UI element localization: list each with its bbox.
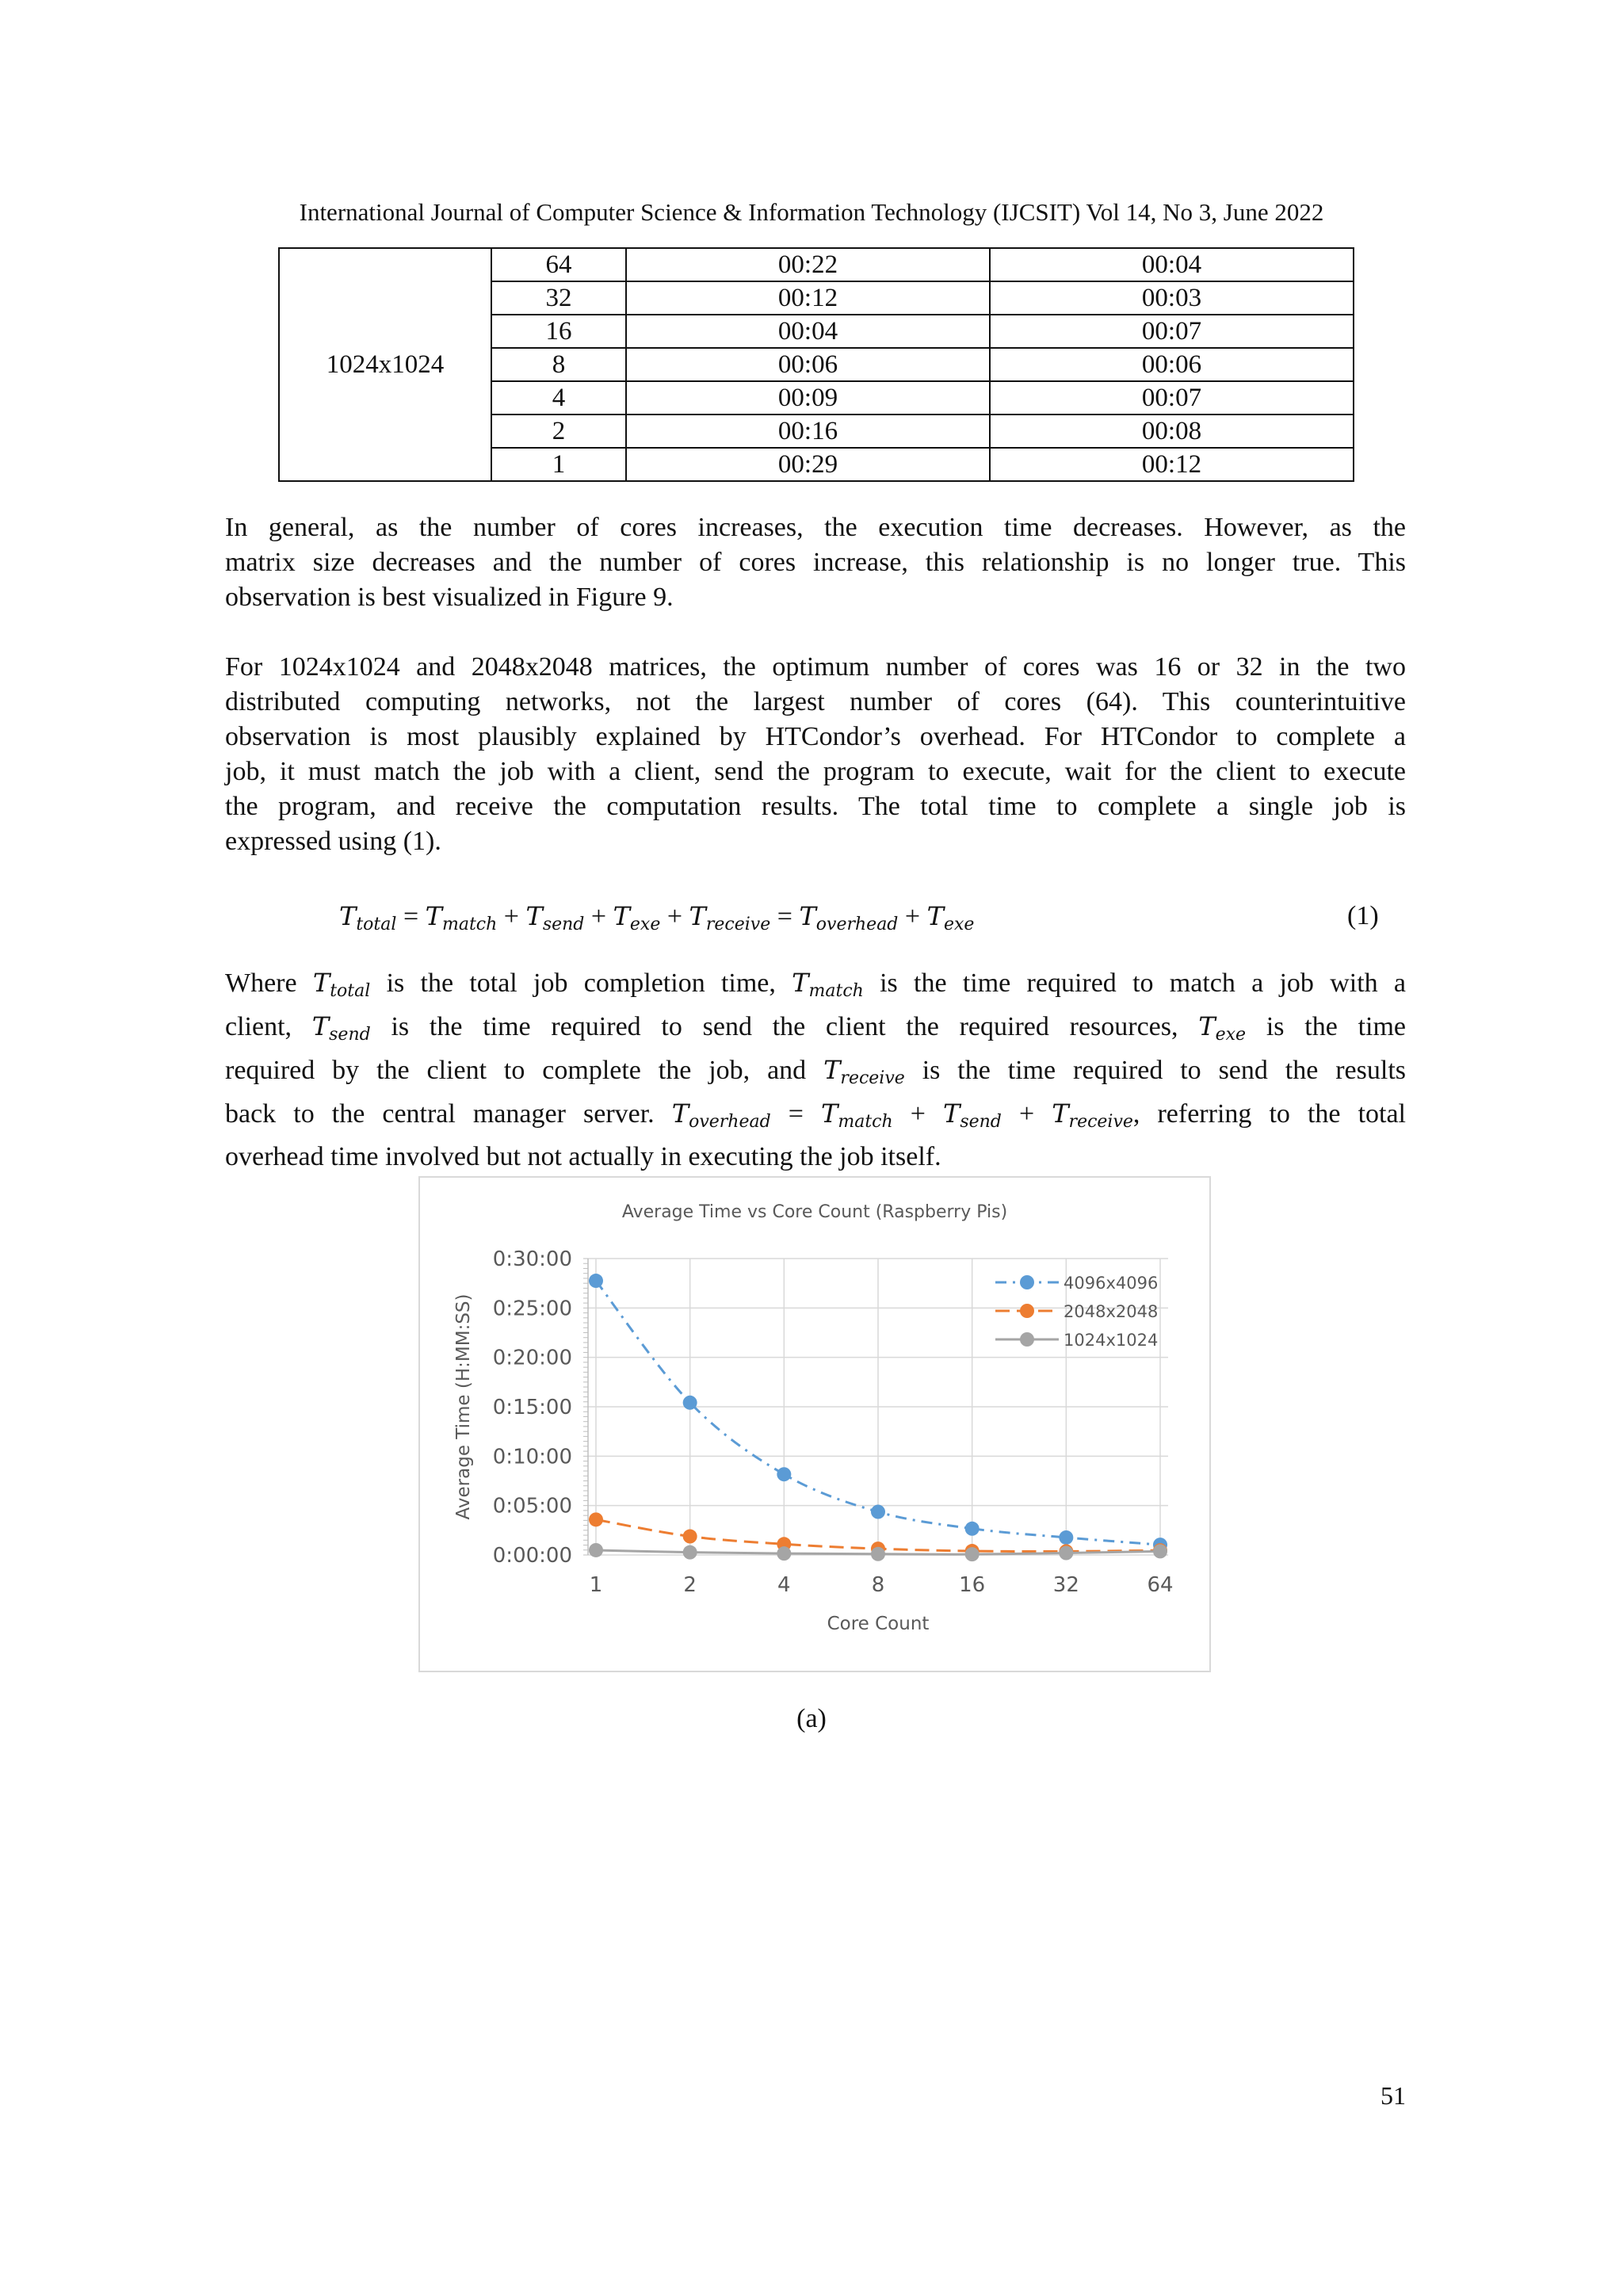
para2-line-2: distributed computing networks, not the largest number of cores (64). This counterintuitive bbox=[225, 687, 1406, 716]
data-point-4096x4096 bbox=[777, 1467, 791, 1481]
figure-caption: (a) bbox=[796, 1704, 827, 1733]
para2-line-4: job, it must match the job with a client, send the program to execute, wait for the client to execute bbox=[225, 757, 1406, 786]
data-point-1024x1024 bbox=[589, 1543, 603, 1557]
cell-cores: 4 bbox=[491, 381, 626, 415]
legend-label: 1024x1024 bbox=[1064, 1331, 1159, 1350]
data-point-1024x1024 bbox=[777, 1546, 791, 1561]
cell-time-a: 00:12 bbox=[626, 281, 990, 315]
para1-line-1: In general, as the number of cores increases, the execution time decreases. However, as the bbox=[225, 513, 1406, 542]
y-tick-label: 0:25:00 bbox=[492, 1297, 572, 1321]
cell-time-b: 00:03 bbox=[990, 281, 1354, 315]
x-axis-label: Core Count bbox=[827, 1614, 930, 1634]
legend-label: 4096x4096 bbox=[1064, 1274, 1159, 1293]
data-point-4096x4096 bbox=[1059, 1530, 1073, 1545]
x-tick-label: 1 bbox=[589, 1573, 603, 1597]
x-tick-label: 2 bbox=[683, 1573, 697, 1597]
y-tick-label: 0:05:00 bbox=[492, 1494, 572, 1519]
cell-time-a: 00:22 bbox=[626, 248, 990, 281]
cell-time-b: 00:08 bbox=[990, 415, 1354, 448]
data-point-4096x4096 bbox=[683, 1396, 697, 1410]
data-point-2048x2048 bbox=[683, 1530, 697, 1544]
para2-line-3: observation is most plausibly explained by HTCondor’s overhead. For HTCondor to complete a bbox=[225, 722, 1406, 751]
matrix-size-cell: 1024x1024 bbox=[279, 248, 491, 481]
cell-cores: 16 bbox=[491, 315, 626, 348]
para2-line-6: expressed using (1). bbox=[225, 827, 441, 856]
data-point-1024x1024 bbox=[1059, 1546, 1073, 1561]
y-tick-label: 0:10:00 bbox=[492, 1445, 572, 1469]
equation-1: $T_{total} = T_{match} + T_{send} + T_{exe} + T_{receive} = T_{overhead} + T_{exe}$ bbox=[339, 901, 975, 934]
legend-marker-1024x1024 bbox=[1020, 1332, 1034, 1347]
para3-line-3: required by the client to complete the job, and $T_{receive}$ is the time required to send the results bbox=[225, 1055, 1406, 1088]
data-point-1024x1024 bbox=[683, 1545, 697, 1560]
cell-time-a: 00:09 bbox=[626, 381, 990, 415]
x-tick-label: 32 bbox=[1052, 1573, 1079, 1597]
chart-container bbox=[418, 1176, 1211, 1672]
cell-time-b: 00:12 bbox=[990, 448, 1354, 481]
paragraph-optimum-cores bbox=[225, 650, 1406, 859]
page-number: 51 bbox=[1381, 2081, 1406, 2110]
legend-label: 2048x2048 bbox=[1064, 1302, 1159, 1321]
para1-line-2: matrix size decreases and the number of cores increase, this relationship is no longer true. This bbox=[225, 548, 1406, 577]
data-point-1024x1024 bbox=[871, 1547, 885, 1561]
x-tick-label: 16 bbox=[959, 1573, 986, 1597]
para3-line-5: overhead time involved but not actually in executing the job itself. bbox=[225, 1142, 941, 1171]
x-tick-label: 64 bbox=[1147, 1573, 1174, 1597]
para2-line-1: For 1024x1024 and 2048x2048 matrices, the optimum number of cores was 16 or 32 in the two bbox=[225, 652, 1406, 682]
paragraph-where bbox=[225, 965, 1406, 1175]
data-point-1024x1024 bbox=[965, 1547, 980, 1561]
cell-time-b: 00:07 bbox=[990, 315, 1354, 348]
cell-time-b: 00:07 bbox=[990, 381, 1354, 415]
cell-cores: 64 bbox=[491, 248, 626, 281]
cell-cores: 1 bbox=[491, 448, 626, 481]
cell-cores: 2 bbox=[491, 415, 626, 448]
line-chart bbox=[420, 1178, 1209, 1671]
table-row bbox=[279, 248, 1354, 281]
para3-line-4: back to the central manager server. $T_{overhead} = T_{match} + T_{send} + T_{receive}$, referring to the total bbox=[225, 1098, 1406, 1132]
cell-time-a: 00:16 bbox=[626, 415, 990, 448]
para3-line-1: Where $T_{total}$ is the total job completion time, $T_{match}$ is the time required to match a job with a bbox=[225, 968, 1406, 1001]
para2-line-5: the program, and receive the computation results. The total time to complete a single job is bbox=[225, 792, 1406, 821]
para1-line-3: observation is best visualized in Figure 9. bbox=[225, 583, 674, 612]
cell-time-b: 00:06 bbox=[990, 348, 1354, 381]
cell-time-a: 00:06 bbox=[626, 348, 990, 381]
cell-time-b: 00:04 bbox=[990, 248, 1354, 281]
results-table bbox=[278, 247, 1354, 482]
y-tick-label: 0:30:00 bbox=[492, 1247, 572, 1271]
cell-time-a: 00:29 bbox=[626, 448, 990, 481]
cell-cores: 8 bbox=[491, 348, 626, 381]
data-point-1024x1024 bbox=[1153, 1544, 1167, 1558]
cell-cores: 32 bbox=[491, 281, 626, 315]
y-tick-label: 0:20:00 bbox=[492, 1346, 572, 1370]
x-tick-label: 4 bbox=[777, 1573, 791, 1597]
journal-header: International Journal of Computer Science & Information Technology (IJCSIT) Vol 14, No 3, June 2022 bbox=[299, 198, 1324, 226]
y-tick-label: 0:15:00 bbox=[492, 1396, 572, 1419]
y-tick-label: 0:00:00 bbox=[492, 1544, 572, 1568]
chart-title: Average Time vs Core Count (Raspberry Pis) bbox=[621, 1202, 1008, 1222]
legend-marker-2048x2048 bbox=[1020, 1304, 1034, 1318]
data-point-4096x4096 bbox=[965, 1522, 980, 1536]
y-axis-label: Average Time (H:MM:SS) bbox=[453, 1293, 474, 1520]
equation-number: (1) bbox=[1347, 901, 1379, 930]
legend-marker-4096x4096 bbox=[1020, 1275, 1034, 1289]
cell-time-a: 00:04 bbox=[626, 315, 990, 348]
data-point-2048x2048 bbox=[589, 1512, 603, 1526]
paragraph-general bbox=[225, 510, 1406, 615]
para3-line-2: client, $T_{send}$ is the time required to send the client the required resources, $T_{exe}$ is the time bbox=[225, 1011, 1407, 1045]
data-point-4096x4096 bbox=[871, 1505, 885, 1519]
data-point-4096x4096 bbox=[589, 1274, 603, 1288]
x-tick-label: 8 bbox=[871, 1573, 885, 1597]
